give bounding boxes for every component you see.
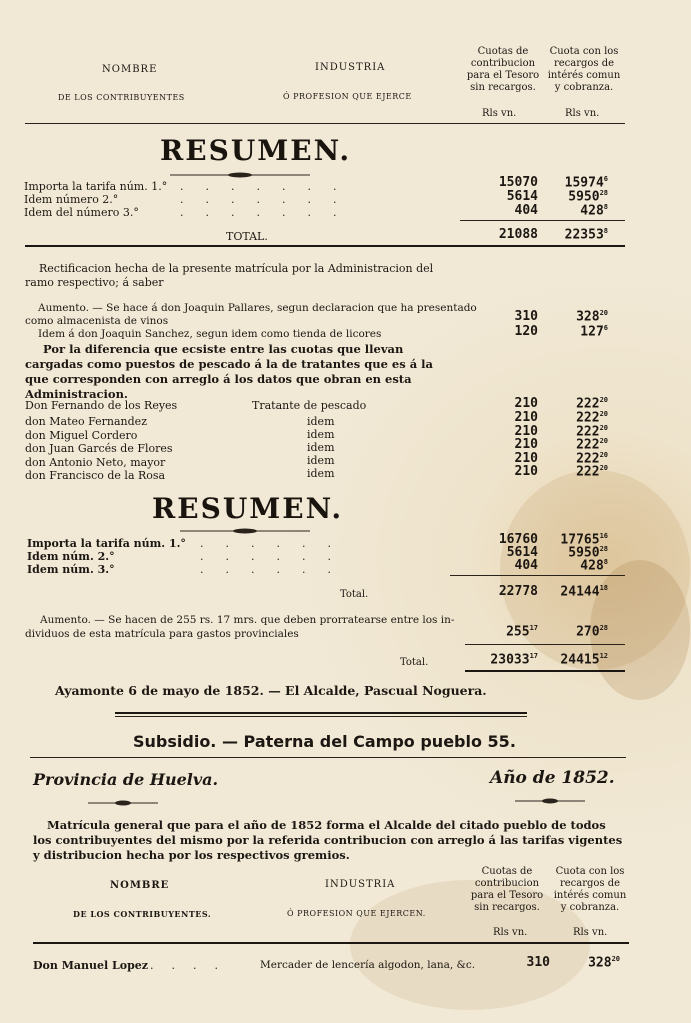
tratante-name: don Miguel Cordero <box>25 429 138 442</box>
resumen2-row-2: Idem núm. 2.° <box>27 550 115 563</box>
ornament-rule <box>170 172 310 178</box>
resumen2-v2-3: $428^8$ <box>580 558 608 574</box>
resumen2-total2-v2: 24415$^{12}$ <box>560 652 608 668</box>
resumen2-v1-1: 16760 <box>498 532 538 547</box>
resumen2-title: RESUMEN. <box>152 492 344 525</box>
tratante-industria: idem <box>307 441 335 454</box>
rectificacion-intro: Rectificacion hecha de la presente matrícula por la Administracion del ramo respectivo; á saber <box>25 262 434 289</box>
anio-label: Año de 1852. <box>490 768 615 788</box>
unit-label-4: Rls vn. <box>573 927 608 938</box>
tratante-v2: $222^{20}$ <box>576 464 608 480</box>
col-industria-header: INDUSTRIA <box>315 62 386 73</box>
resumen2-v2-2: 5950$^{28}$ <box>568 545 608 561</box>
resumen1-v2-2: 5950$^{28}$ <box>568 189 608 205</box>
resumen2-aumento-line2: dividuos de esta matrícula para gastos provinciales <box>25 628 299 640</box>
ornament-rule <box>88 800 158 806</box>
document-page: NOMBRE DE LOS CONTRIBUYENTES INDUSTRIA Ó PROFESION QUE EJERCE Cuotas de contribucion para el Tesoro sin recargos. Cuota con los recargos de intérés comun y cobranza. Rls vn. Rls vn. RESUMEN. Importa la tarifa núm. 1.° Idem número 2.° Idem del número 3.° ....... ....... ....... 15070 5614 404 15974$^6$ 5950$^{28}$ $428^8$ TOTAL. 21088 22353$^8$ Rectificacion hecha de la presente matrícula por la Administracion del ramo respectivo; á saber Aumento. — Se hace á don Joaquin Pallares, segun declaracion que ha presentado como almacenista de vinos 310 $328^{20}$ Idem á don Joaquin Sanchez, segun idem como tienda de licores 120 $127^6$ Por la diferencia que ecsiste entre las cuotas que llevan cargadas como puestos de pescado á la de tratantes que es á la que corresponden con arreglo á los datos que obran en esta Administracion. Don Fernando de los Reyes Tratante de pescado 210 $222^{20}$ don Mateo Fernandez idem 210 $222^{20}$ don Miguel Cordero idem 210 $222^{20}$ don Juan Garcés de Flores idem 210 $222^{20}$ don Antonio Neto, mayor idem 210 $222^{20}$ don Francisco de la Rosa idem 210 $222^{20}$ RESUMEN. Importa la tarifa núm. 1.° Idem núm. 2.° Idem núm. 3.° ...... ...... ...... 16760 5614 404 17765$^{16}$ 5950$^{28}$ $428^8$ Total. 22778 24144$^{18}$ Aumento. — Se hacen de 255 rs. 17 mrs. que deben prorratearse entre los in- dividuos de esta matrícula para gastos provinciales $255^{17}$ $270^{28}$ Total. 23033$^{17}$ 24415$^{12}$ Ayamonte 6 de mayo de 1852. — El Alcalde, Pascual Noguera. Subsidio. — Paterna del Campo pueblo 55. Provincia de Huelva. Año de 1852. Matrícula general que para el año de 1852 forma el Alcalde del citado pueblo de todos los contribuyentes del mismo por la referida contribucion con arreglo á las tarifas vigentes y distribucion hecha por los respectivos gremios. NOMBRE DE LOS CONTRIBUYENTES. INDUSTRIA Ó PROFESION QUE EJERCEN. Cuotas de contribucion para el Tesoro sin recargos. Cuota con los recargos de intérés comun y cobranza. Rls vn. Rls vn. Don Manuel Lopez .... Mercader de lencería algodon, lana, &c. 310 $328^{20}$ <box>0 0 691 1023</box>
tratante-v2: $222^{20}$ <box>576 410 608 426</box>
tratante-v1: 210 <box>514 396 538 411</box>
resumen1-total-label: TOTAL. <box>226 230 268 243</box>
firma-line: Ayamonte 6 de mayo de 1852. — El Alcalde, Pascual Noguera. <box>55 683 487 698</box>
resumen2-total2-v1: 23033$^{17}$ <box>490 652 538 668</box>
tratante-industria: idem <box>307 467 335 480</box>
tratante-industria: idem <box>307 454 335 467</box>
resumen2-v1-2: 5614 <box>506 545 538 560</box>
tratante-v1: 210 <box>514 464 538 479</box>
tratante-industria: idem <box>307 428 335 441</box>
tratante-industria: Tratante de pescado <box>252 399 367 412</box>
aumento2-v2: $127^6$ <box>580 324 608 340</box>
col-cuota-recargos-header: Cuota con los recargos de intérés comun y cobranza. <box>547 46 621 93</box>
tratante-name: Don Fernando de los Reyes <box>25 399 178 412</box>
col-cuotas-header: Cuotas de contribucion para el Tesoro sin recargos. <box>466 46 540 93</box>
unit-label-1: Rls vn. <box>482 108 517 119</box>
resumen1-total-v1: 21088 <box>498 227 538 242</box>
tratante-v2: $222^{20}$ <box>576 451 608 467</box>
resumen1-v1-2: 5614 <box>506 189 538 204</box>
tratante-v2: $222^{20}$ <box>576 396 608 412</box>
last-row-v2: $328^{20}$ <box>588 955 620 971</box>
col-industria-subheader-2: Ó PROFESION QUE EJERCEN. <box>287 909 426 918</box>
last-row-v1: 310 <box>526 955 550 970</box>
aumento1-line1: Aumento. — Se hace á don Joaquin Pallares, segun declaracion que ha presentado <box>38 302 477 314</box>
tratante-v1: 210 <box>514 410 538 425</box>
ornament-rule <box>180 528 310 534</box>
tratante-name: don Francisco de la Rosa <box>25 469 166 482</box>
resumen1-row-2: Idem número 2.° <box>24 193 119 206</box>
resumen2-aumento-v2: $270^{28}$ <box>576 624 608 640</box>
ornament-rule <box>515 798 585 804</box>
col-cuotas-header-2: Cuotas de contribucion para el Tesoro sin recargos. <box>470 866 544 913</box>
aumento2-line: Idem á don Joaquin Sanchez, segun idem como tienda de licores <box>38 328 382 340</box>
resumen2-total-label: Total. <box>340 589 369 600</box>
resumen2-total2-label: Total. <box>400 657 429 668</box>
matricula-paragraph: Matrícula general que para el año de 1852 forma el Alcalde del citado pueblo de todos los contribuyentes del mismo por la referida contribucion con arreglo á las tarifas vigentes y distribucion hecha por los respectivos gremios. <box>33 818 623 862</box>
aumento2-v1: 120 <box>514 324 538 339</box>
resumen1-v2-1: 15974$^6$ <box>564 175 608 191</box>
resumen2-row-1: Importa la tarifa núm. 1.° <box>27 537 186 550</box>
resumen2-aumento-line1: Aumento. — Se hacen de 255 rs. 17 mrs. que deben prorratearse entre los in- <box>40 614 455 626</box>
col-nombre-header-2: NOMBRE <box>110 880 170 891</box>
col-nombre-header: NOMBRE <box>102 64 158 75</box>
tratante-v1: 210 <box>514 437 538 452</box>
resumen2-total-v2: 24144$^{18}$ <box>560 584 608 600</box>
provincia-label: Provincia de Huelva. <box>33 770 219 789</box>
resumen1-total-v2: 22353$^8$ <box>564 227 608 243</box>
resumen1-v1-1: 15070 <box>498 175 538 190</box>
last-row-industria: Mercader de lencería algodon, lana, &c. <box>260 959 476 971</box>
resumen1-row-3: Idem del número 3.° <box>24 206 139 219</box>
subsidio-title: Subsidio. — Paterna del Campo pueblo 55. <box>133 732 516 751</box>
resumen2-v1-3: 404 <box>514 558 538 573</box>
diferencia-paragraph: Por la diferencia que ecsiste entre las cuotas que llevan cargadas como puestos de pescado á la de tratantes que es á la que corresponden con arreglo á los datos que obran en esta Administracion. <box>25 342 433 401</box>
resumen2-aumento-v1: $255^{17}$ <box>506 624 538 640</box>
tratante-name: don Antonio Neto, mayor <box>25 456 166 469</box>
tratante-v2: $222^{20}$ <box>576 424 608 440</box>
aumento1-line2: como almacenista de vinos <box>25 315 169 327</box>
tratante-v1: 210 <box>514 424 538 439</box>
header-rule <box>25 123 625 124</box>
unit-label-2: Rls vn. <box>565 108 600 119</box>
col-nombre-subheader-2: DE LOS CONTRIBUYENTES. <box>73 909 212 919</box>
resumen2-total-v1: 22778 <box>498 584 538 599</box>
tratante-industria: idem <box>307 415 335 428</box>
resumen2-v2-1: 17765$^{16}$ <box>560 532 608 548</box>
tratante-v2: $222^{20}$ <box>576 437 608 453</box>
col-industria-header-2: INDUSTRIA <box>325 879 396 890</box>
tratante-name: don Juan Garcés de Flores <box>25 442 173 455</box>
tratante-v1: 210 <box>514 451 538 466</box>
aumento1-v1: 310 <box>514 309 538 324</box>
resumen2-row-3: Idem núm. 3.° <box>27 563 115 576</box>
aumento1-v2: $328^{20}$ <box>576 309 608 325</box>
col-cuota-recargos-header-2: Cuota con los recargos de intérés comun y cobranza. <box>553 866 627 913</box>
resumen1-v1-3: 404 <box>514 203 538 218</box>
resumen-title: RESUMEN. <box>160 134 352 167</box>
resumen1-row-1: Importa la tarifa núm. 1.° <box>24 180 168 193</box>
col-nombre-subheader: DE LOS CONTRIBUYENTES <box>58 93 185 102</box>
last-row-name: Don Manuel Lopez <box>33 959 149 972</box>
col-industria-subheader: Ó PROFESION QUE EJERCE <box>283 92 412 101</box>
resumen1-v2-3: $428^8$ <box>580 203 608 219</box>
unit-label-3: Rls vn. <box>493 927 528 938</box>
tratante-name: don Mateo Fernandez <box>25 415 147 428</box>
